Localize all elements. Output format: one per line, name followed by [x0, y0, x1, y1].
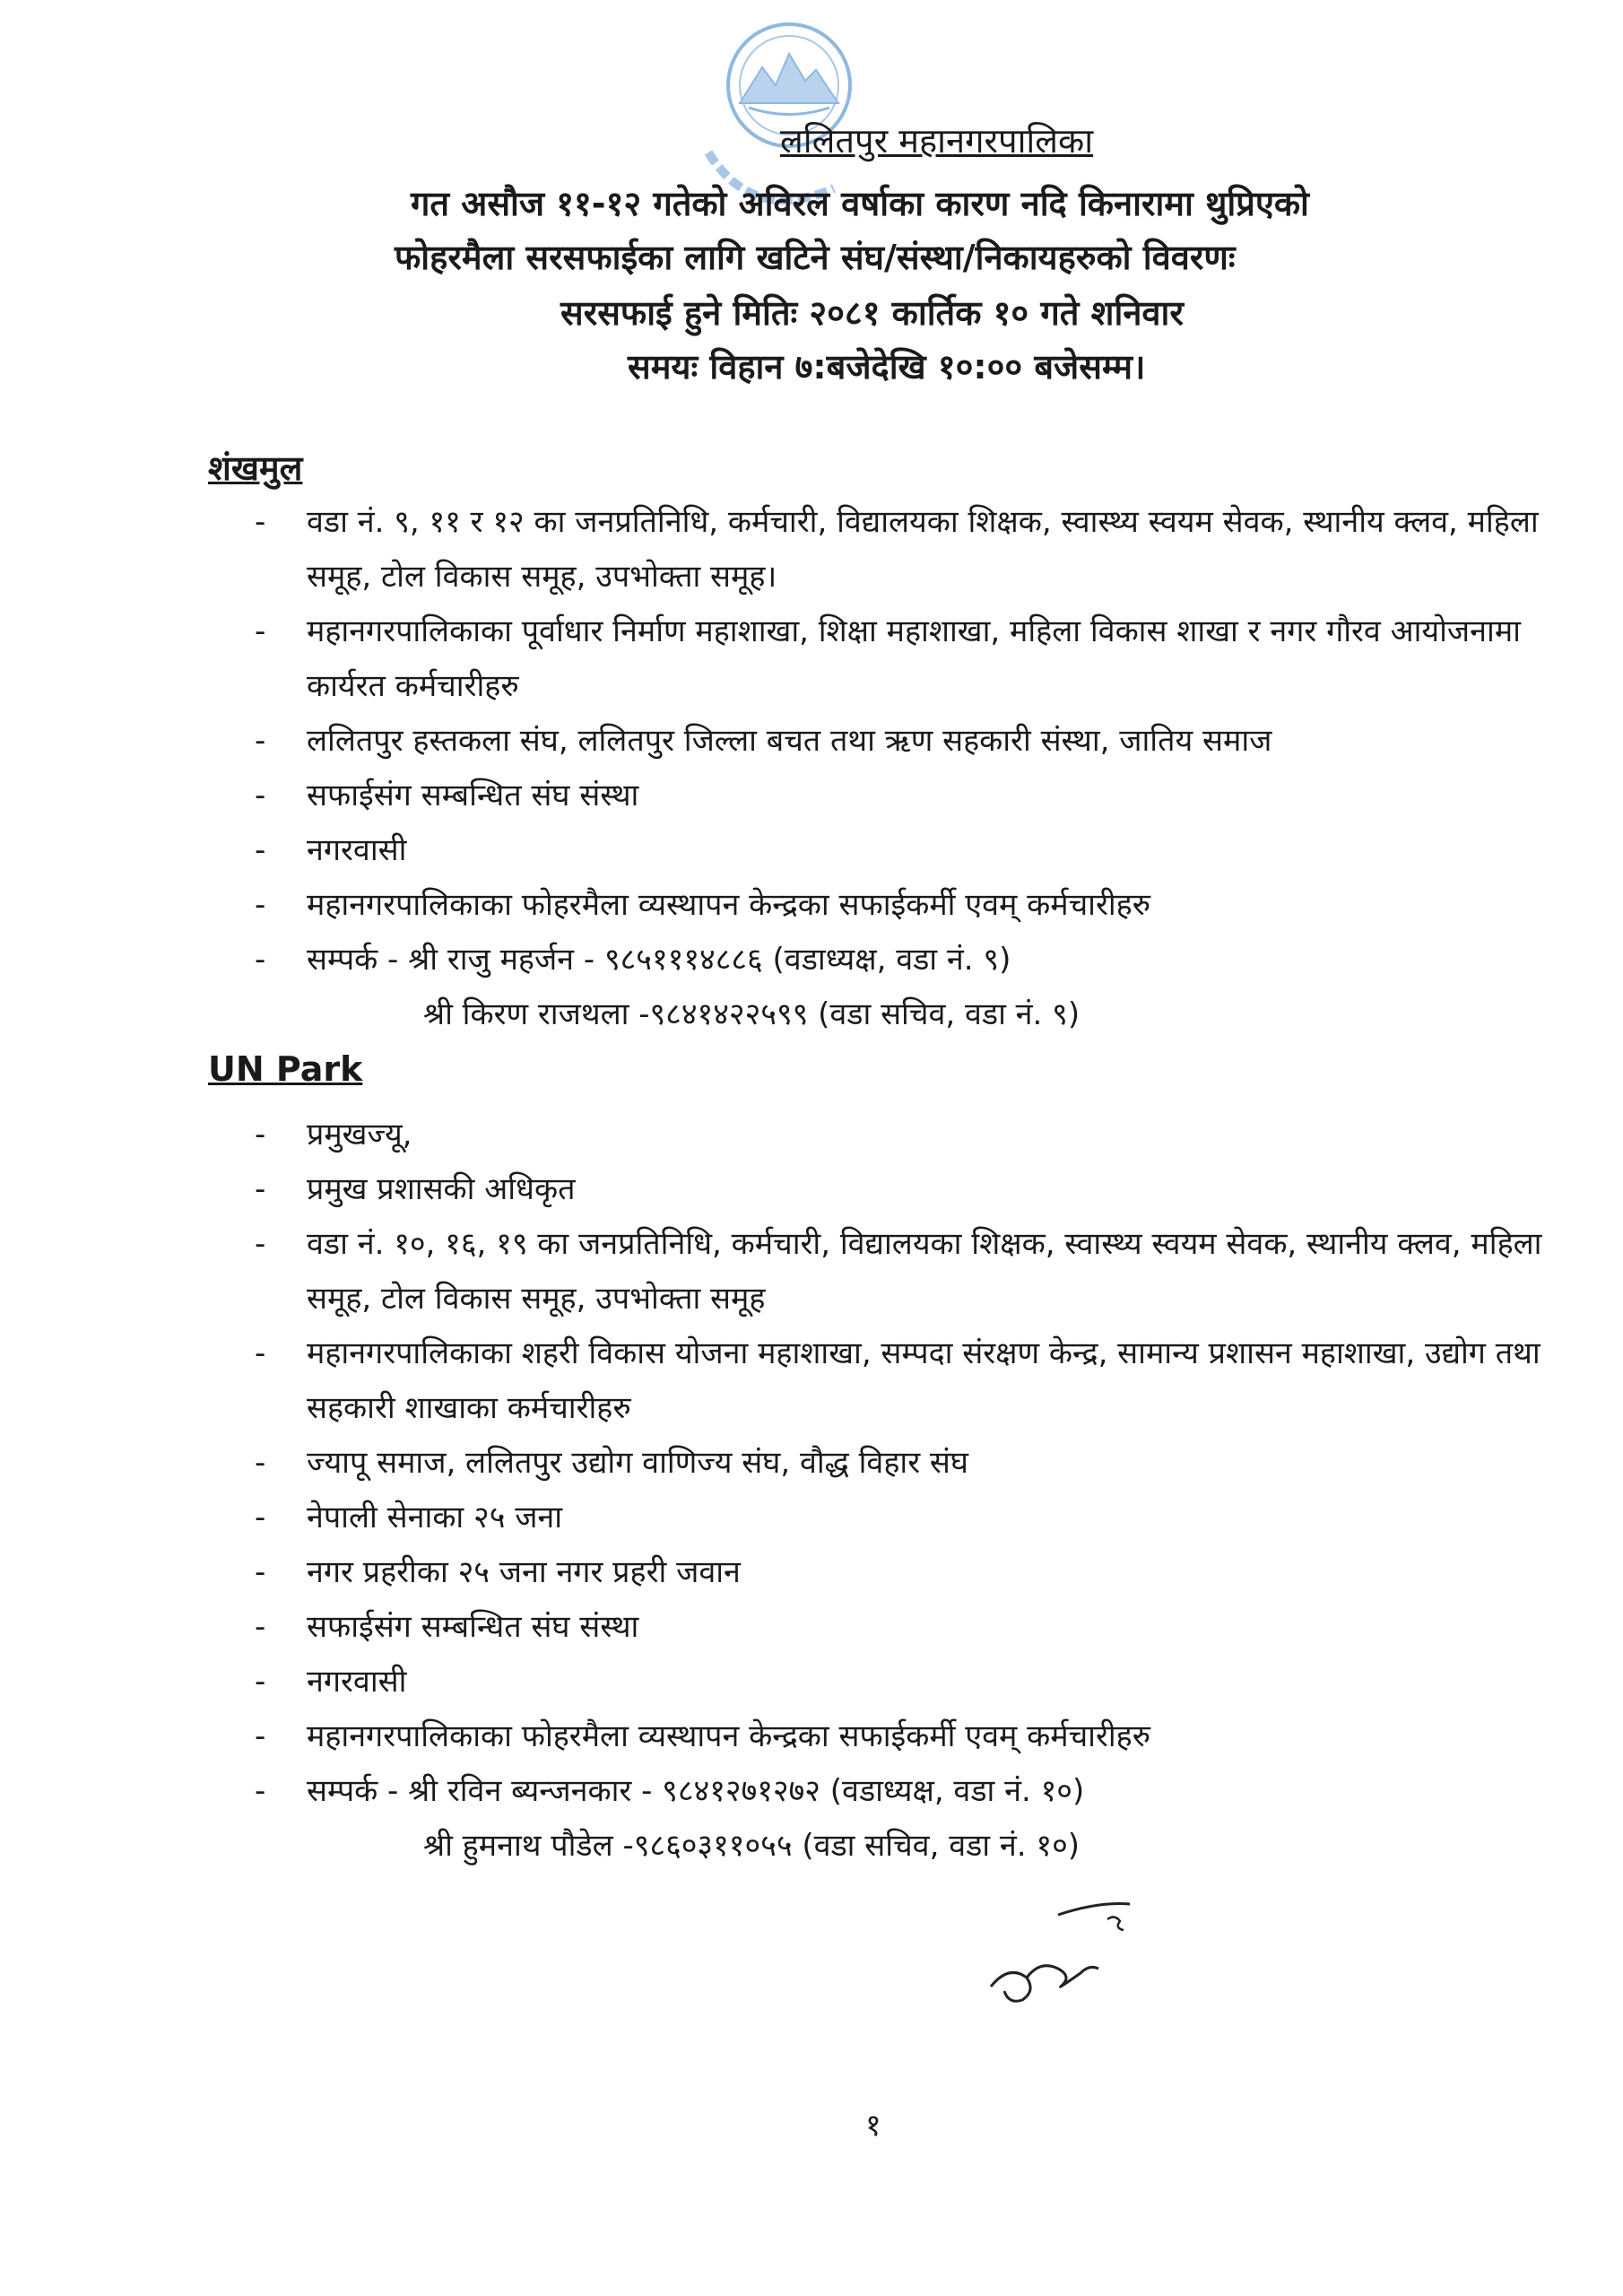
- page-title: ललितपुर महानगरपालिका: [780, 121, 1094, 161]
- page-number: १: [865, 2108, 881, 2144]
- contact-item: - सम्पर्क - श्री रविन ब्यन्जनकार - ९८४१२७१२७२ (वडाध्यक्ष, वडा नं. १०) श्री हुमनाथ पौडेल -९८६०३११०५५ (वडा सचिव, वडा नं. १०): [255, 1773, 1085, 1864]
- list-item: - सफाईसंग सम्बन्धित संघ संस्था: [255, 1609, 639, 1645]
- list-item: - महानगरपालिकाका फोहरमैला व्यस्थापन केन्द्रका सफाईकर्मी एवम् कर्मचारीहरु: [255, 887, 1151, 923]
- section-list-shankhamul: [208, 495, 1553, 1042]
- contact-item: - सम्पर्क - श्री राजु महर्जन - ९८५१११४८८६ (वडाध्यक्ष, वडा नं. ९) श्री किरण राजथला -९८४१४२२५९९ (वडा सचिव, वडा नं. ९): [255, 942, 1081, 1032]
- section-list-un-park: [208, 1108, 1553, 1874]
- list-item: - महानगरपालिकाका शहरी विकास योजना महाशाखा, सम्पदा संरक्षण केन्द्र, सामान्य प्रशासन महाशाखा, उद्योग तथा सहकारी शाखाका कर्मचारीहरु: [255, 1335, 1541, 1426]
- list-item: - प्रमुख प्रशासकी अधिकृत: [255, 1171, 576, 1207]
- subject-line-1: गत असौज ११-१२ गतेको अविरल वर्षाका कारण नदि किनारामा थुप्रिएको: [411, 184, 1309, 223]
- date-line: सरसफाई हुने मितिः २०८१ कार्तिक १० गते शनिवार: [560, 293, 1184, 333]
- section-title-un-park: UN Park: [208, 1049, 363, 1089]
- list-item: - सफाईसंग सम्बन्धित संघ संस्था: [255, 778, 639, 813]
- list-item: - महानगरपालिकाका पूर्वाधार निर्माण महाशाखा, शिक्षा महाशाखा, महिला विकास शाखा र नगर गौरव आयोजनामा कार्यरत कर्मचारीहरु: [255, 613, 1521, 704]
- signature-icon: [973, 1879, 1152, 2040]
- list-item: - महानगरपालिकाका फोहरमैला व्यस्थापन केन्द्रका सफाईकर्मी एवम् कर्मचारीहरु: [255, 1718, 1151, 1754]
- subject-line-2: फोहरमैला सरसफाईका लागि खटिने संघ/संस्था/निकायहरुको विवरणः: [395, 238, 1236, 277]
- list-item: - वडा नं. ९, ११ र १२ का जनप्रतिनिधि, कर्मचारी, विद्यालयका शिक्षक, स्वास्थ्य स्वयम सेवक, स्थानीय क्लव, महिला समूह, टोल विकास समूह, उपभोक्ता समूह।: [255, 504, 1539, 595]
- list-item: - प्रमुखज्यू,: [255, 1117, 412, 1152]
- list-item: - वडा नं. १०, १६, १९ का जनप्रतिनिधि, कर्मचारी, विद्यालयका शिक्षक, स्वास्थ्य स्वयम सेवक, स्थानीय क्लव, महिला समूह, टोल विकास समूह, उपभोक्ता समूह: [255, 1226, 1542, 1317]
- list-item: - नगरवासी: [255, 832, 407, 868]
- section-title-shankhamul: शंखमुल: [208, 448, 303, 488]
- list-item: - नगर प्रहरीका २५ जना नगर प्रहरी जवान: [255, 1554, 741, 1590]
- list-item: - ललितपुर हस्तकला संघ, ललितपुर जिल्ला बचत तथा ऋण सहकारी संस्था, जातिय समाज: [255, 723, 1272, 759]
- list-item: - नेपाली सेनाका २५ जना: [255, 1500, 563, 1535]
- time-line: समयः विहान ७:बजेदेखि १०:०० बजेसम्म।: [628, 347, 1146, 387]
- list-item: - नगरवासी: [255, 1664, 407, 1700]
- list-item: - ज्यापू समाज, ललितपुर उद्योग वाणिज्य संघ, वौद्ध विहार संघ: [255, 1445, 968, 1481]
